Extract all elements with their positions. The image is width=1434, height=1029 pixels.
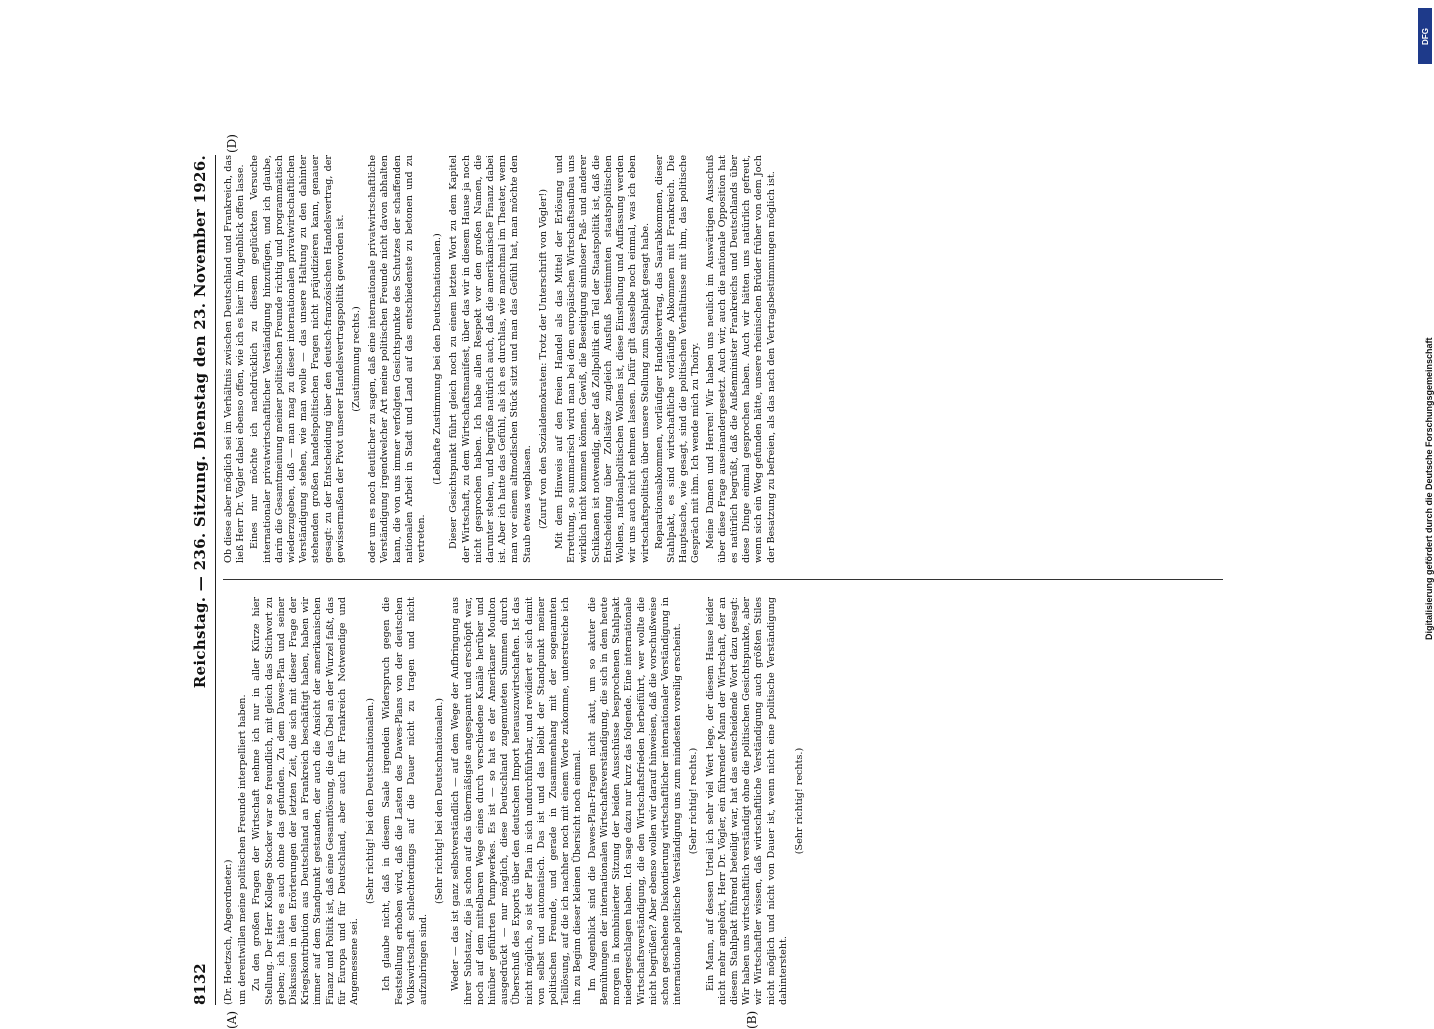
dfg-logo-text: DFG (1420, 27, 1430, 45)
interjection: (Sehr richtig! bei den Deutschnationalen.) (434, 697, 446, 905)
paragraph: Mit dem Hinweis auf den freien Handel als das Mittel der Erlösung und Errettung, so summarisch wird man bei dem europäischen Wirtschaftsaufbau uns wirklich nicht kommen können. Gewiß, die Beseitigung sinnloser Paß- und anderer Schikanen ist notwendig, aber daß Zollpolitik ein Teil der Staatspolitik ist, daß die Entscheidung über Zollsätze zugleich Ausfluß bestimmten staatspolitischen Wollens, nationalpolitischen Wollens ist, diese Einstellung und Auffassung werden wir uns auch nicht nehmen lassen. Dafür gilt dasselbe noch einmal, was ich eben wirtschaftspolitisch über unsere Stellung zum Stahlpakt gesagt habe. (554, 155, 651, 563)
interjection: (Zuruf von den Sozialdemokraten: Trotz der Unterschrift von Vögler!) (537, 189, 549, 529)
margin-mark-b: (B) (745, 1010, 759, 1029)
page-title: Reichstag. — 236. Sitzung. Dienstag den 23. November 1926. (191, 155, 209, 689)
interjection: (Zustimmung rechts.) (351, 306, 363, 412)
right-column (223, 155, 780, 563)
paragraph: Ich glaube nicht, daß in diesem Saale irgendein Widerspruch gegen die Feststellung erhoben wird, daß die Lasten des Dawes-Plans von der deutschen Volkswirtschaft schlechterdings auf die Dauer nicht zu tragen und nicht aufzubringen sind. (381, 597, 430, 1005)
header-rule (215, 155, 216, 1005)
paragraph: Eines nur möchte ich nachdrücklich zu diesem geglückten Versuche internationaler privatwirtschaftlicher Verständigung hinzufügen, und ich glaube, darin die Gesamtmeinung meiner politischen Freunde richtig und programmatisch wiederzugeben, daß — man mag zu dieser internationalen privatwirtschaftlichen Verständigung stehen, wie man wolle — das unsere Haltung zu den dahinter stehenden großen handelspolitischen Fragen nicht präjudizieren kann, genauer gesagt: zu der Entscheidung über den deutsch-französischen Handelsvertrag, der gewissermaßen der Pivot unserer Handelsvertragspolitik geworden ist. (249, 155, 346, 563)
rotated-page-content (185, 134, 1255, 1029)
margin-mark-a: (A) (225, 1010, 239, 1029)
margin-mark-d: (D) (225, 134, 239, 153)
document-page (110, 60, 1110, 1029)
interjection: (Sehr richtig! bei den Deutschnationalen.) (365, 697, 377, 905)
paragraph: um derentwillen meine politischen Freunde interpelliert haben. (237, 694, 249, 1005)
paragraph: Weder — das ist ganz selbstverständlich — auf dem Wege der Aufbringung aus ihrer Substanz, die ja schon auf das übermäßigste angespannt und erschöpft war, noch auf dem mittelbaren Wege eines durch verschiedene Kanäle herüber und hinüber geführten Pumpwerkes. Es ist — so hat es der Amerikaner Moulton ausgedrückt — nur möglich, diese Deutschland zugemuteten Summen durch Überschuß des Exports über den deutschen Import herauszuwirtschaften. Ist das nicht möglich, so ist der Plan in sich undurchführbar, und revidiert er sich damit von selbst und automatisch. Das ist und das bleibt der Standpunkt meiner politischen Freunde, und gerade in Zusammenhang mit der sogenannten Teillösung, auf die ich nachher noch mit einem Worte zukomme, unterstreiche ich ihn zu Beginn dieser kleinen Übersicht noch einmal. (450, 597, 584, 1005)
page-header (185, 155, 215, 1005)
paragraph: Ob diese aber möglich sei im Verhältnis zwischen Deutschland und Frankreich, das ließ Herr Dr. Vögler dabei ebenso offen, wie ich es hier im Augenblick offen lasse. (223, 155, 247, 563)
paragraph: Ein Mann, auf dessen Urteil ich sehr viel Wert lege, der diesem Hause leider nicht mehr angehört, Herr Dr. Vögler, ein führender Mann der Wirtschaft, der an diesem Stahlpakt führend beteiligt war, hat das entscheidende Wort dazu gesagt: Wir haben uns wirtschaftlich verständigt ohne die politischen Gesichtspunkte, aber wir Wirtschaftler wissen, daß wirtschaftliche Verständigung auch größten Stiles nicht möglich und nicht von Dauer ist, wenn nicht eine politische Verständigung dahintersteht. (704, 597, 789, 1005)
dfg-logo (1418, 8, 1432, 64)
column-divider (223, 579, 1223, 580)
paragraph: Zu den großen Fragen der Wirtschaft nehme ich nur in aller Kürze hier Stellung. Der Herr Kollege Stocker war so freundlich, mit gleich das Stichwort zu geben; ich hätte es auch ohne das gefunden. Zu dem Dawes-Plan und seiner Diskussion in den Erörterungen der letzten Zeit, die sich mit dieser Frage der Kriegskontribution aus Deutschland an Frankreich beschäftigt haben, haben wir immer auf dem Standpunkt gestanden, der auch die Ansicht der amerikanischen Finanz und Politik ist, daß eine Gesamtlösung, die das Übel an der Wurzel faßt, das für Europa und für Deutschland, aber auch für Frankreich Notwendige und Angemessene sei. (251, 597, 361, 1005)
paragraph: Reparationsabkommen, vorläufiger Handelsvertrag, das Saarabkommen, dieser Stahlpakt, es sind wirtschaftliche vorläufige Abkommen mit Frankreich. Die Hauptsache, wie gesagt, sind die politischen Verhältnisse mit ihm, das politische Gespräch mit ihm. Ich wende mich zu Thoiry. (653, 155, 702, 563)
paragraph: Dieser Gesichtspunkt führt gleich noch zu einem letzten Wort zu dem Kapitel der Wirtschaft, zu dem Wirtschaftsmanifest, über das wir in diesem Hause ja noch nicht gesprochen haben. Ich habe allen Respekt vor den großen Namen, die darunter stehen, und begrüße natürlich auch, daß die amerikanische Finanz dabei ist. Aber ich hatte das Gefühl, als ich es durchlas, wie manchmal im Theater, wenn man vor einem altmodischen Stück sitzt und man das Gefühl hat, man möchte den Staub etwas wegblasen. (448, 155, 533, 563)
page-number: 8132 (191, 963, 209, 1005)
interjection: (Lebhafte Zustimmung bei den Deutschnationalen.) (432, 233, 444, 485)
speaker-intro: (Dr. Hoetzsch, Abgeordneter.) (223, 859, 234, 1005)
left-column (223, 597, 810, 1005)
interjection: (Sehr richtig! rechts.) (688, 747, 700, 855)
paragraph: oder um es noch deutlicher zu sagen, daß eine internationale privatwirtschaftliche Verständigung irgendwelcher Art meine politischen Freunde nicht davon abhalten kann, die von uns immer verfolgten Gesichtspunkte des Schutzes der schaffenden nationalen Arbeit in Stadt und Land auf das entschiedenste zu betonen und zu vertreten. (367, 155, 428, 563)
interjection: (Sehr richtig! rechts.) (793, 747, 805, 855)
paragraph: Im Augenblick sind die Dawes-Plan-Fragen nicht akut, um so akuter die Bemühungen der internationalen Wirtschaftsverständigung, die sich in dem heute morgen in kombinierter Sitzung der beiden Ausschüsse besprochenen Stahlpakt niedergeschlagen haben. Ich sage dazu nur kurz das folgende. Eine internationale Wirtschaftsverständigung, die den Wirtschaftsfrieden herbeiführt, wer wollte die nicht begrüßen? Aber ebenso wollen wir darauf hinweisen, daß die vorschußweise schon geschehene Diskontierung wirtschaftlicher internationaler Verständigung in internationale politische Verständigung uns zum mindesten voreilig erscheint. (586, 597, 684, 1005)
paragraph: Meine Damen und Herren! Wir haben uns neulich im Auswärtigen Ausschuß über diese Frage auseinandergesetzt. Auch wir, auch die nationale Opposition hat es natürlich begrüßt, daß die Außenminister Frankreichs und Deutschlands über diese Dinge einmal gesprochen haben. Auch wir hätten uns natürlich gefreut, wenn sich ein Weg gefunden hätte, unsere rheinischen Brüder früher von dem Joch der Besatzung zu befreien, als das nach den Vertragsbestimmungen möglich ist. (704, 155, 777, 563)
digitization-note: Digitalisierung gefördert durch die Deutsche Forschungsgemeinschaft (1424, 337, 1434, 640)
